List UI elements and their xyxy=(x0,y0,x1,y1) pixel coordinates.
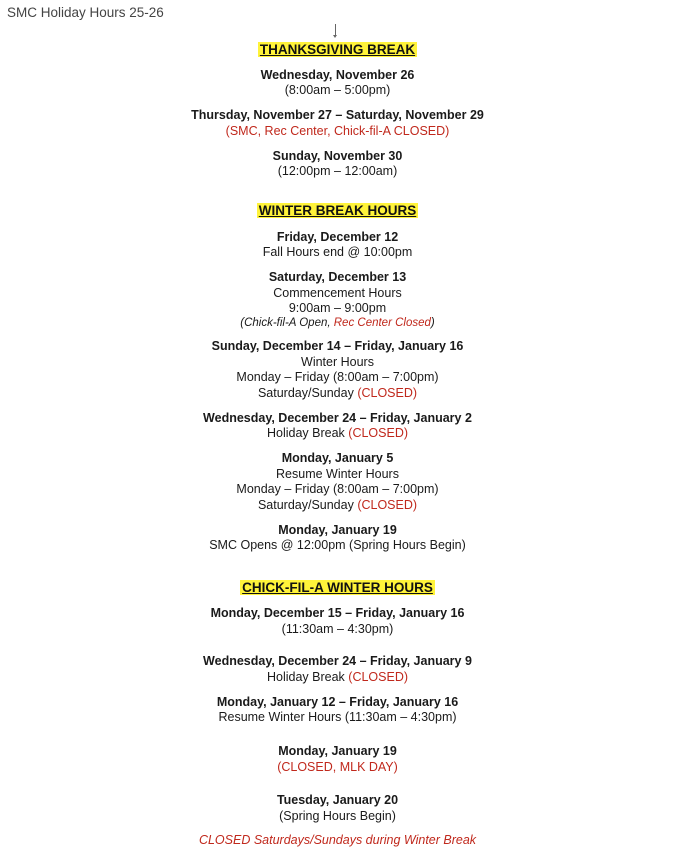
entry-date: Monday, January 19 xyxy=(278,523,397,537)
entry-detail: Monday – Friday (8:00am – 7:00pm) xyxy=(236,482,439,496)
entry-detail: Monday – Friday (8:00am – 7:00pm) xyxy=(236,370,439,384)
entry-detail: 9:00am – 9:00pm xyxy=(288,301,387,315)
section-heading-thanksgiving: THANKSGIVING BREAK xyxy=(259,42,416,57)
text-cursor-icon xyxy=(335,24,336,36)
entry-detail: (8:00am – 5:00pm) xyxy=(284,83,391,97)
entry-date: Wednesday, December 24 – Friday, January 9 xyxy=(203,654,472,668)
entry-date: Monday, January 12 – Friday, January 16 xyxy=(216,695,459,709)
entry-date: Sunday, December 14 – Friday, January 16 xyxy=(211,339,464,353)
entry-detail: Holiday Break (CLOSED) xyxy=(266,670,409,684)
entry-date: Monday, January 19 xyxy=(278,744,397,758)
document-title: SMC Holiday Hours 25-26 xyxy=(7,5,164,20)
entry-date: Saturday, December 13 xyxy=(268,270,407,284)
footer-note: CLOSED Saturdays/Sundays during Winter Break xyxy=(198,833,477,847)
entry-date: Monday, December 15 – Friday, January 16 xyxy=(210,606,465,620)
entry-detail: Saturday/Sunday (CLOSED) xyxy=(257,386,418,400)
entry-detail: (12:00pm – 12:00am) xyxy=(277,164,398,178)
entry-date: Wednesday, November 26 xyxy=(260,68,415,82)
closed-note: (SMC, Rec Center, Chick-fil-A CLOSED) xyxy=(225,124,450,138)
entry-detail: (11:30am – 4:30pm) xyxy=(281,622,394,636)
entry-detail: Commencement Hours xyxy=(273,286,402,300)
entry-date: Tuesday, January 20 xyxy=(276,793,399,807)
entry-date: Sunday, November 30 xyxy=(272,149,403,163)
entry-detail: Fall Hours end @ 10:00pm xyxy=(262,245,413,259)
entry-detail: Holiday Break (CLOSED) xyxy=(266,426,409,440)
entry-date: Friday, December 12 xyxy=(276,230,399,244)
entry-date: Wednesday, December 24 – Friday, January 2 xyxy=(203,411,472,425)
section-heading-winter-break: WINTER BREAK HOURS xyxy=(258,203,417,218)
entry-note: (Chick-fil-A Open, Rec Center Closed) xyxy=(240,317,435,329)
entry-detail: (Spring Hours Begin) xyxy=(279,809,396,823)
entry-detail: Resume Winter Hours (11:30am – 4:30pm) xyxy=(218,710,457,724)
section-heading-chick-fil-a: CHICK-FIL-A WINTER HOURS xyxy=(242,580,433,595)
entry-detail: Winter Hours xyxy=(301,355,374,369)
entry-detail: Resume Winter Hours xyxy=(276,467,399,481)
entry-date: Thursday, November 27 – Saturday, November 29 xyxy=(191,108,484,122)
entry-detail: SMC Opens @ 12:00pm (Spring Hours Begin) xyxy=(209,538,466,552)
entry-date: Monday, January 5 xyxy=(281,451,394,465)
entry-detail: Saturday/Sunday (CLOSED) xyxy=(257,498,418,512)
closed-note: (CLOSED, MLK DAY) xyxy=(277,760,398,774)
